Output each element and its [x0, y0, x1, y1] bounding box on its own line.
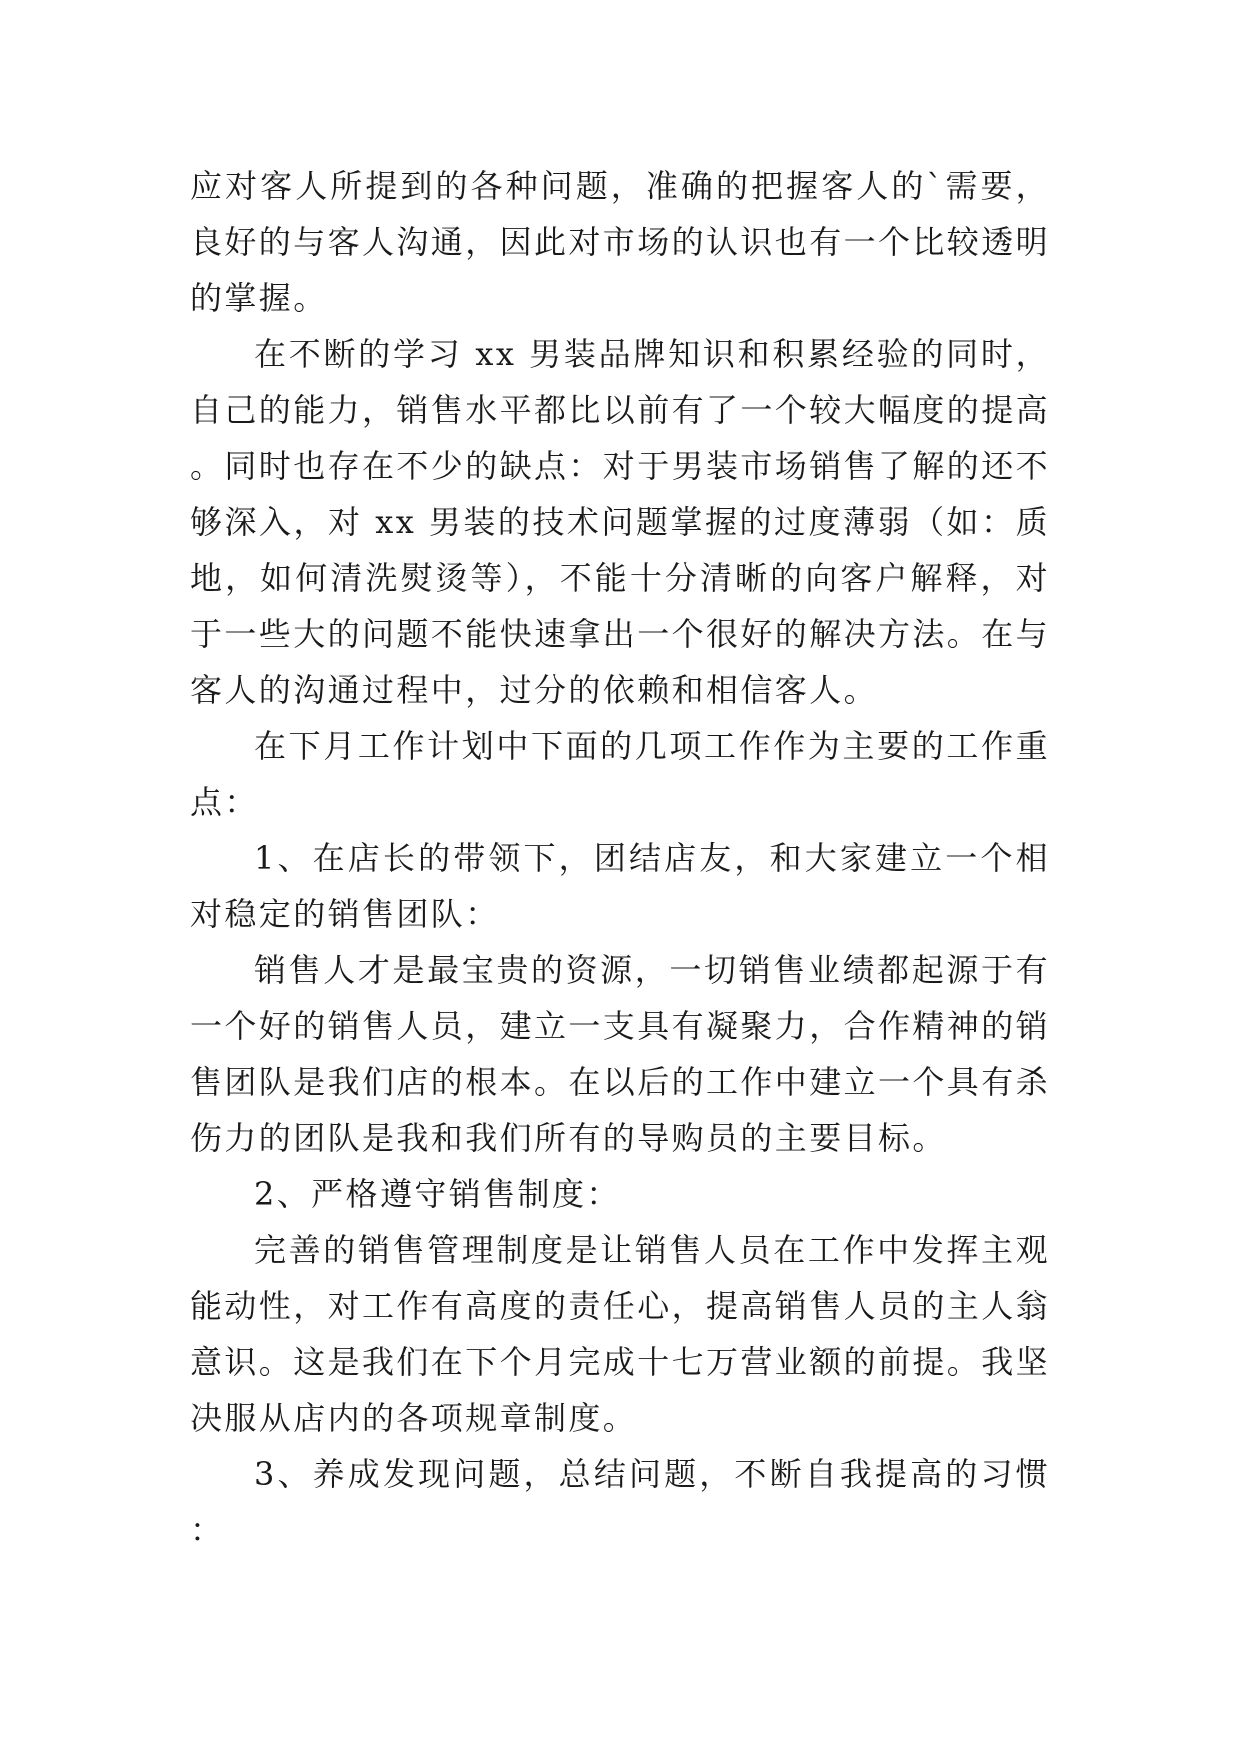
paragraph-continuation: 应对客人所提到的各种问题，准确的把握客人的`需要，良好的与客人沟通，因此对市场的认识也有一个比较透明的掌握。 — [190, 167, 1051, 317]
paragraph-next-month-plan-intro: 在下月工作计划中下面的几项工作作为主要的工作重点： — [190, 727, 1050, 821]
paragraph-self-assessment: 在不断的学习 xx 男装品牌知识和积累经验的同时，自己的能力，销售水平都比以前有了一个较大幅度的提高。同时也存在不少的缺点：对于男装市场销售了解的还不够深入，对 xx 男装的技术问题掌握的过度薄弱（如：质地，如何清洗熨烫等），不能十分清晰的向客户解释，对于一些大的问题不能快速拿出一个很好的解决方法。在与客人的沟通过程中，过分的依赖和相信客人。 — [190, 335, 1051, 709]
item-1-body: 销售人才是最宝贵的资源，一切销售业绩都起源于有一个好的销售人员，建立一支具有凝聚力，合作精神的销售团队是我们店的根本。在以后的工作中建立一个具有杀伤力的团队是我和我们所有的导购员的主要目标。 — [190, 951, 1051, 1157]
item-2-body: 完善的销售管理制度是让销售人员在工作中发挥主观能动性，对工作有高度的责任心，提高销售人员的主人翁意识。这是我们在下个月完成十七万营业额的前提。我坚决服从店内的各项规章制度。 — [190, 1231, 1051, 1437]
item-3-heading: 3、养成发现问题，总结问题，不断自我提高的习惯： — [190, 1455, 1050, 1549]
item-2-heading: 2、严格遵守销售制度： — [254, 1175, 621, 1213]
document-body — [190, 158, 1050, 1558]
item-1-heading: 1、在店长的带领下，团结店友，和大家建立一个相对稳定的销售团队： — [190, 839, 1050, 933]
